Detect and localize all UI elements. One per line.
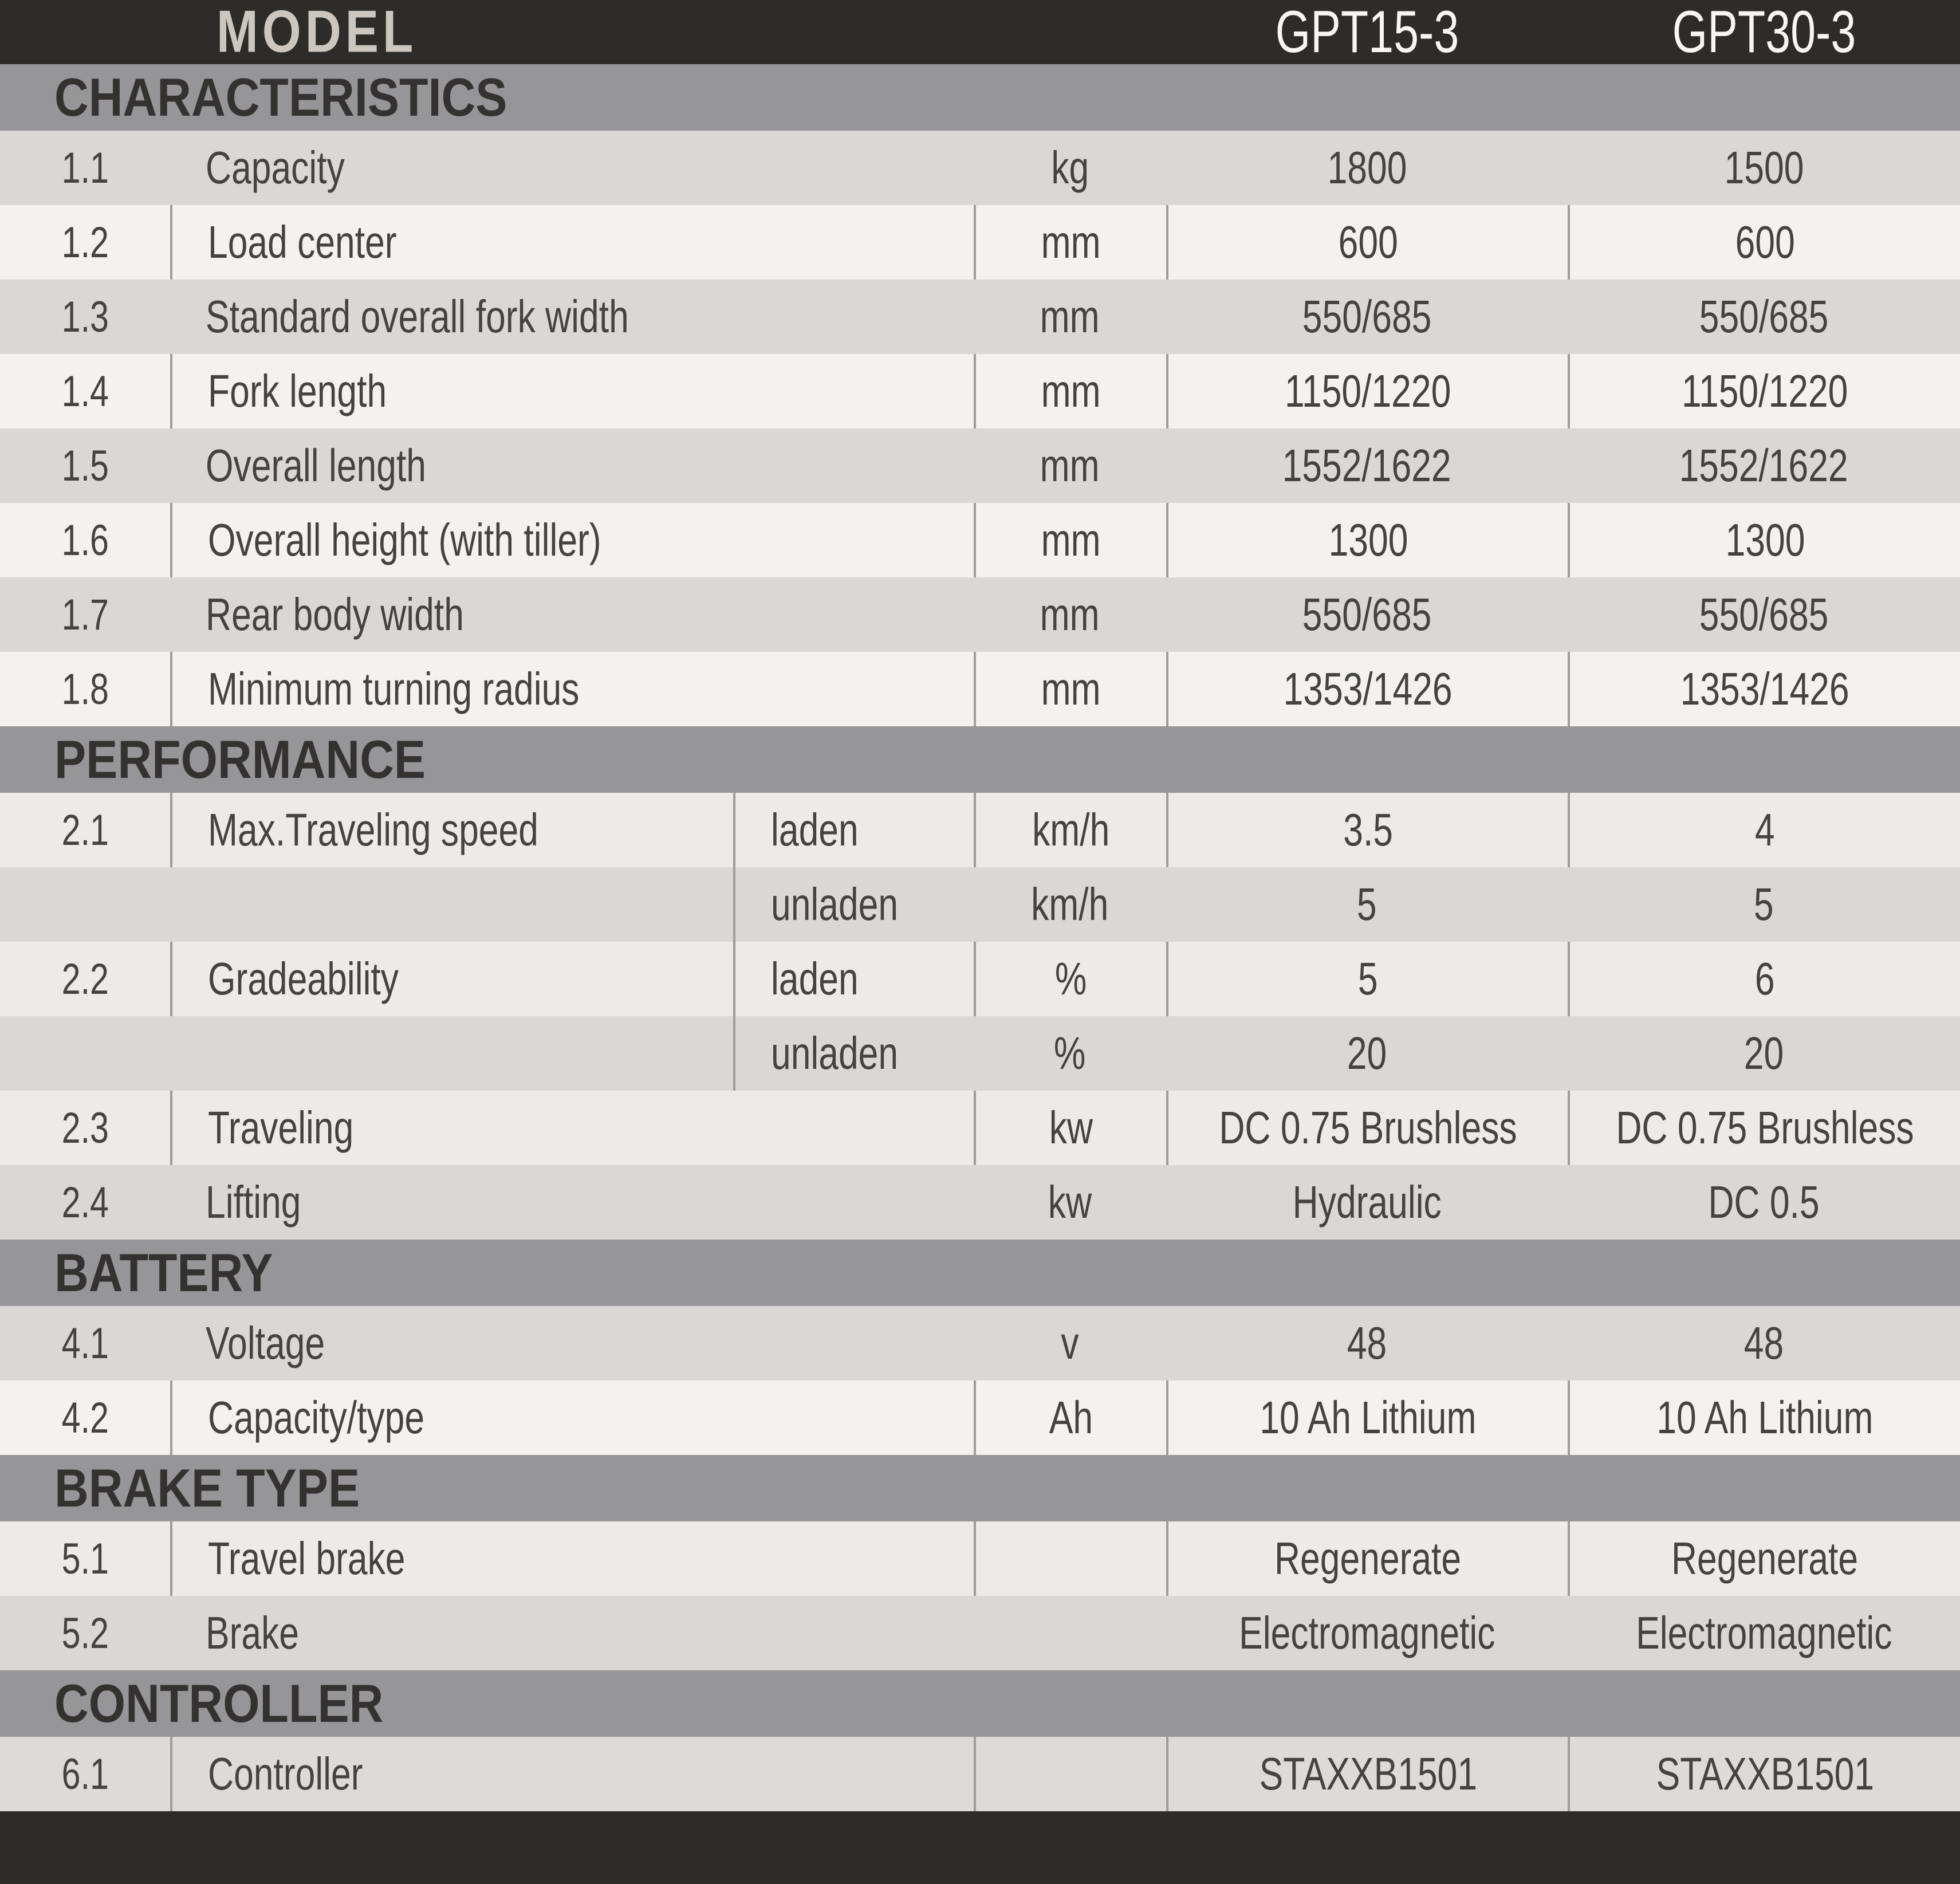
spec-value-col1-text: 3.5 <box>1343 804 1393 855</box>
spec-label <box>170 1091 974 1165</box>
spec-value-col1 <box>1166 1596 1568 1670</box>
section-title: PERFORMANCE <box>54 729 426 789</box>
spec-unit <box>974 354 1166 428</box>
spec-number-text: 1.3 <box>61 292 109 341</box>
spec-label <box>170 131 974 205</box>
spec-label <box>170 1737 974 1811</box>
section-header-controller <box>0 1670 1960 1737</box>
spec-value-col2-text: 1150/1220 <box>1682 365 1848 416</box>
spec-value-col2 <box>1568 1016 1960 1091</box>
spec-label <box>170 1521 974 1596</box>
spec-value-col1 <box>1166 205 1568 280</box>
section-title: BATTERY <box>54 1242 273 1303</box>
table-row <box>0 280 1960 354</box>
spec-value-col2 <box>1568 280 1960 354</box>
spec-unit-text: Ah <box>1049 1392 1093 1443</box>
spec-value-col1-text: 600 <box>1338 217 1398 268</box>
section-header-battery <box>0 1240 1960 1306</box>
section-title: CONTROLLER <box>54 1673 384 1733</box>
spec-label <box>170 793 733 867</box>
spec-label <box>170 205 974 280</box>
spec-label-text: Brake <box>206 1607 300 1658</box>
model-name-column-1 <box>1166 0 1568 64</box>
spec-value-col1-text: 48 <box>1347 1317 1387 1368</box>
spec-value-col2-text: DC 0.75 Brushless <box>1616 1102 1914 1153</box>
spec-value-col2 <box>1568 205 1960 280</box>
table-row <box>0 867 1960 942</box>
spec-value-col2 <box>1568 1380 1960 1455</box>
spec-number <box>0 1737 170 1811</box>
spec-label <box>170 1596 974 1670</box>
spec-value-col1-text: Hydraulic <box>1292 1177 1442 1228</box>
spec-value-col2-text: 6 <box>1755 953 1775 1004</box>
table-row <box>0 428 1960 503</box>
spec-label <box>170 1306 974 1380</box>
spec-label <box>170 503 974 577</box>
spec-label <box>170 1016 733 1091</box>
spec-label-text: Controller <box>208 1748 363 1799</box>
spec-value-col2 <box>1568 428 1960 503</box>
spec-label <box>170 1165 974 1240</box>
spec-label-text: Standard overall fork width <box>206 291 629 342</box>
spec-unit-text: mm <box>1041 365 1101 416</box>
spec-label <box>170 652 974 726</box>
spec-table <box>0 64 1960 1811</box>
model-name-gpt30-3: GPT30-3 <box>1672 0 1856 65</box>
spec-value-col1-text: 550/685 <box>1302 589 1432 640</box>
spec-unit-text: v <box>1061 1317 1079 1368</box>
spec-value-col1 <box>1166 1521 1568 1596</box>
spec-number-text: 2.2 <box>61 954 109 1004</box>
table-row <box>0 205 1960 280</box>
spec-unit-text: % <box>1055 953 1087 1004</box>
spec-label-text: Capacity <box>206 142 345 193</box>
spec-number <box>0 205 170 280</box>
spec-label <box>170 1380 974 1455</box>
spec-value-col1-text: 1552/1622 <box>1282 440 1451 491</box>
spec-unit <box>974 1380 1166 1455</box>
spec-number <box>0 1091 170 1165</box>
spec-unit <box>974 131 1166 205</box>
spec-value-col1-text: 5 <box>1357 879 1377 930</box>
spec-value-col2 <box>1568 577 1960 652</box>
table-row <box>0 1380 1960 1455</box>
spec-label <box>170 867 733 942</box>
spec-sub-label <box>733 793 974 867</box>
spec-value-col2-text: 20 <box>1743 1028 1784 1079</box>
spec-value-col1-text: 1300 <box>1328 514 1408 565</box>
spec-value-col2-text: 1300 <box>1725 514 1805 565</box>
spec-value-col2-text: 1353/1426 <box>1680 663 1849 714</box>
spec-unit-text: mm <box>1041 217 1101 268</box>
spec-number <box>0 131 170 205</box>
spec-value-col1-text: Regenerate <box>1274 1533 1462 1584</box>
spec-unit-text: kw <box>1049 1102 1093 1153</box>
spec-unit-text: mm <box>1040 291 1100 342</box>
table-row <box>0 1091 1960 1165</box>
spec-value-col1 <box>1166 1306 1568 1380</box>
spec-value-col2-text: 5 <box>1754 879 1774 930</box>
spec-value-col1 <box>1166 652 1568 726</box>
spec-number <box>0 867 170 942</box>
spec-label <box>170 428 974 503</box>
spec-number-text: 1.2 <box>61 218 109 267</box>
spec-unit-text: kw <box>1048 1177 1092 1228</box>
spec-number <box>0 942 170 1016</box>
table-row <box>0 503 1960 577</box>
spec-number <box>0 1165 170 1240</box>
spec-unit-text: km/h <box>1032 804 1110 855</box>
spec-unit <box>974 793 1166 867</box>
spec-unit-text: kg <box>1051 142 1089 193</box>
spec-label-text: Capacity/type <box>208 1392 425 1443</box>
spec-label-text: Gradeability <box>208 953 399 1004</box>
spec-label-text: Overall length <box>206 440 427 491</box>
spec-value-col1-text: 5 <box>1358 953 1378 1004</box>
spec-value-col1 <box>1166 503 1568 577</box>
spec-number <box>0 1380 170 1455</box>
footer-band <box>0 1811 1960 1884</box>
table-row <box>0 131 1960 205</box>
spec-value-col1 <box>1166 354 1568 428</box>
spec-number <box>0 503 170 577</box>
spec-value-col1 <box>1166 1737 1568 1811</box>
spec-label-text: Max.Traveling speed <box>208 804 538 855</box>
table-row <box>0 1165 1960 1240</box>
spec-unit <box>974 1737 1166 1811</box>
spec-unit-text: km/h <box>1031 879 1109 930</box>
spec-value-col2-text: 600 <box>1735 217 1795 268</box>
spec-number <box>0 354 170 428</box>
spec-label <box>170 942 733 1016</box>
spec-sub-label <box>733 1016 974 1091</box>
spec-unit <box>974 867 1166 942</box>
spec-number <box>0 793 170 867</box>
spec-value-col1-text: 20 <box>1347 1028 1387 1079</box>
spec-number <box>0 428 170 503</box>
spec-number <box>0 577 170 652</box>
spec-unit <box>974 503 1166 577</box>
section-header-characteristics <box>0 64 1960 131</box>
spec-number-text: 5.1 <box>61 1534 109 1583</box>
spec-value-col2-text: 1500 <box>1724 142 1804 193</box>
spec-value-col2 <box>1568 652 1960 726</box>
spec-value-col2-text: STAXXB1501 <box>1656 1748 1874 1799</box>
spec-label <box>170 280 974 354</box>
table-row <box>0 354 1960 428</box>
spec-number-text: 1.4 <box>61 367 109 416</box>
table-row <box>0 793 1960 867</box>
spec-sub-label-text: laden <box>771 953 859 1004</box>
table-row <box>0 1016 1960 1091</box>
spec-value-col2 <box>1568 942 1960 1016</box>
spec-unit <box>974 1091 1166 1165</box>
spec-unit-text: mm <box>1041 663 1101 714</box>
spec-unit <box>974 652 1166 726</box>
spec-value-col2-text: Regenerate <box>1671 1533 1859 1584</box>
spec-label-text: Voltage <box>206 1317 325 1368</box>
spec-number <box>0 280 170 354</box>
spec-value-col2 <box>1568 131 1960 205</box>
spec-number-text: 2.4 <box>61 1178 109 1227</box>
spec-value-col1 <box>1166 1016 1568 1091</box>
spec-unit <box>974 428 1166 503</box>
spec-number <box>0 1016 170 1091</box>
spec-number-text: 6.1 <box>61 1749 109 1799</box>
spec-unit <box>974 280 1166 354</box>
spec-sub-label-text: unladen <box>771 879 899 930</box>
spec-value-col1-text: 10 Ah Lithium <box>1260 1392 1477 1443</box>
table-row <box>0 942 1960 1016</box>
spec-number <box>0 652 170 726</box>
spec-label-text: Minimum turning radius <box>208 663 580 714</box>
spec-unit <box>974 1521 1166 1596</box>
spec-number <box>0 1306 170 1380</box>
spec-label-text: Overall height (with tiller) <box>208 514 601 565</box>
spec-value-col1-text: DC 0.75 Brushless <box>1219 1102 1517 1153</box>
spec-label-text: Rear body width <box>206 589 464 640</box>
spec-number-text: 1.1 <box>61 143 109 192</box>
spec-unit <box>974 205 1166 280</box>
spec-sub-label-text: laden <box>771 804 859 855</box>
spec-unit <box>974 1016 1166 1091</box>
spec-value-col2 <box>1568 1737 1960 1811</box>
spec-sub-label <box>733 867 974 942</box>
spec-unit-text: mm <box>1040 589 1100 640</box>
table-row <box>0 1306 1960 1380</box>
spec-value-col1 <box>1166 867 1568 942</box>
spec-unit <box>974 1165 1166 1240</box>
model-name-gpt15-3: GPT15-3 <box>1275 0 1459 65</box>
section-header-performance <box>0 726 1960 793</box>
spec-value-col2-text: 48 <box>1743 1317 1784 1368</box>
section-header-brake-type <box>0 1455 1960 1521</box>
spec-value-col2 <box>1568 503 1960 577</box>
spec-number-text: 2.3 <box>61 1103 109 1153</box>
spec-value-col2 <box>1568 354 1960 428</box>
table-row <box>0 652 1960 726</box>
table-header-bar <box>0 0 1960 64</box>
spec-number-text: 1.8 <box>61 664 109 714</box>
spec-label-text: Travel brake <box>208 1533 406 1584</box>
spec-sub-label-text: unladen <box>771 1028 899 1079</box>
spec-value-col2-text: 550/685 <box>1699 291 1829 342</box>
spec-number-text: 5.2 <box>61 1608 109 1658</box>
spec-value-col2 <box>1568 1165 1960 1240</box>
spec-label-text: Traveling <box>208 1102 354 1153</box>
spec-label <box>170 577 974 652</box>
spec-number <box>0 1596 170 1670</box>
spec-value-col2-text: 4 <box>1755 804 1775 855</box>
spec-value-col2 <box>1568 793 1960 867</box>
spec-number-text: 1.7 <box>61 590 109 639</box>
section-title: BRAKE TYPE <box>54 1458 360 1518</box>
spec-value-col1 <box>1166 793 1568 867</box>
spec-label <box>170 354 974 428</box>
spec-unit <box>974 577 1166 652</box>
spec-number-text: 4.1 <box>61 1319 109 1368</box>
spec-label-text: Fork length <box>208 365 387 416</box>
spec-value-col2-text: DC 0.5 <box>1708 1177 1820 1228</box>
spec-value-col2 <box>1568 1306 1960 1380</box>
spec-value-col1 <box>1166 1165 1568 1240</box>
spec-unit-text: mm <box>1041 514 1101 565</box>
spec-value-col1-text: STAXXB1501 <box>1259 1748 1477 1799</box>
spec-value-col2-text: 550/685 <box>1699 589 1829 640</box>
spec-label-text: Load center <box>208 217 397 268</box>
spec-number <box>0 1521 170 1596</box>
spec-value-col1 <box>1166 131 1568 205</box>
table-row <box>0 577 1960 652</box>
spec-value-col2 <box>1568 1091 1960 1165</box>
model-name-column-2 <box>1568 0 1960 64</box>
spec-value-col1-text: 1353/1426 <box>1284 663 1453 714</box>
spec-value-col1-text: 1800 <box>1327 142 1407 193</box>
spec-number-text: 2.1 <box>61 805 109 855</box>
spec-number-text: 4.2 <box>61 1393 109 1442</box>
spec-value-col2 <box>1568 867 1960 942</box>
spec-value-col1 <box>1166 942 1568 1016</box>
spec-value-col1 <box>1166 577 1568 652</box>
spec-label-text: Lifting <box>206 1177 301 1228</box>
spec-unit <box>974 1306 1166 1380</box>
spec-number-text: 1.5 <box>61 441 109 490</box>
spec-value-col2-text: Electromagnetic <box>1635 1607 1892 1658</box>
table-row <box>0 1596 1960 1670</box>
spec-value-col2 <box>1568 1596 1960 1670</box>
spec-value-col1 <box>1166 280 1568 354</box>
spec-value-col1-text: Electromagnetic <box>1238 1607 1495 1658</box>
spec-value-col1 <box>1166 1091 1568 1165</box>
spec-value-col2 <box>1568 1521 1960 1596</box>
section-title: CHARACTERISTICS <box>54 67 507 127</box>
spec-unit-text: mm <box>1040 440 1100 491</box>
spec-value-col1-text: 1150/1220 <box>1285 365 1451 416</box>
spec-unit <box>974 1596 1166 1670</box>
spec-unit <box>974 942 1166 1016</box>
spec-sub-label <box>733 942 974 1016</box>
spec-value-col1 <box>1166 428 1568 503</box>
spec-value-col2-text: 10 Ah Lithium <box>1656 1392 1874 1443</box>
spec-value-col1-text: 550/685 <box>1302 291 1432 342</box>
spec-value-col2-text: 1552/1622 <box>1679 440 1848 491</box>
table-row <box>0 1737 1960 1811</box>
spec-unit-text: % <box>1054 1028 1086 1079</box>
spec-number-text: 1.6 <box>61 516 109 565</box>
table-row <box>0 1521 1960 1596</box>
spec-value-col1 <box>1166 1380 1568 1455</box>
model-header-label: MODEL <box>217 0 418 65</box>
